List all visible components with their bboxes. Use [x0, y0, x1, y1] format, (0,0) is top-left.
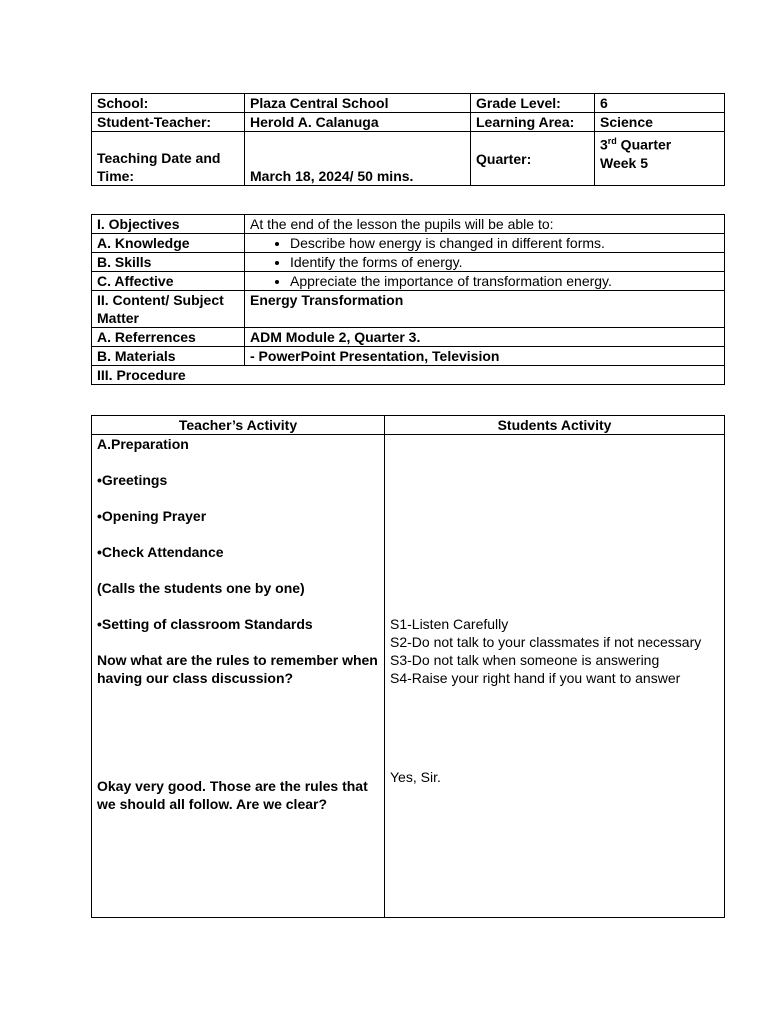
student-activity-cell — [385, 435, 725, 918]
affective-value-cell — [245, 272, 725, 291]
objectives-row — [92, 215, 725, 234]
activity-body-row — [92, 435, 725, 918]
teacher-line: •Opening Prayer — [97, 508, 207, 524]
school-value: Plaza Central School — [245, 94, 471, 113]
grade-value: 6 — [595, 94, 725, 113]
quarter-value — [595, 132, 725, 186]
student-spacer — [390, 435, 719, 615]
activity-header-row — [92, 416, 725, 435]
procedure-row — [92, 366, 725, 385]
knowledge-row — [92, 234, 725, 253]
date-value: March 18, 2024/ 50 mins. — [245, 132, 471, 186]
date-label-line-1: Teaching Date and — [97, 150, 221, 166]
teacher-label: Student-Teacher: — [92, 113, 245, 132]
skills-row — [92, 253, 725, 272]
grade-label: Grade Level: — [471, 94, 595, 113]
lesson-info-table — [91, 93, 725, 186]
knowledge-value: • Describe how energy is changed in different forms. — [290, 234, 719, 252]
teacher-line: (Calls the students one by one) — [97, 580, 305, 596]
affective-label: C. Affective — [92, 272, 245, 291]
teacher-activity-cell — [92, 435, 385, 918]
skills-label: B. Skills — [92, 253, 245, 272]
teacher-line: •Check Attendance — [97, 544, 224, 560]
content-value: Energy Transformation — [245, 291, 725, 328]
teacher-row — [92, 113, 725, 132]
student-line: S4-Raise your right hand if you want to answer — [390, 670, 681, 686]
area-value: Science — [595, 113, 725, 132]
content-label-line-1: II. Content/ Subject — [97, 292, 224, 308]
content-label-line-2: Matter — [97, 310, 140, 326]
school-label: School: — [92, 94, 245, 113]
teacher-line: Okay very good. Those are the rules that we should all follow. Are we clear? — [97, 778, 368, 812]
students-activity-header: Students Activity — [385, 416, 725, 435]
affective-value: • Appreciate the importance of transformation energy. — [290, 272, 719, 290]
student-line: S2-Do not talk to your classmates if not necessary — [390, 634, 702, 650]
teacher-line: •Greetings — [97, 472, 168, 488]
teacher-line: Now what are the rules to remember when having our class discussion? — [97, 652, 378, 686]
student-line: S3-Do not talk when someone is answering — [390, 652, 660, 668]
materials-row — [92, 347, 725, 366]
content-row — [92, 291, 725, 328]
date-row — [92, 132, 725, 186]
skills-value-cell — [245, 253, 725, 272]
materials-label: B. Materials — [92, 347, 245, 366]
date-label-line-2: Time: — [97, 168, 135, 184]
content-label — [92, 291, 245, 328]
teacher-value: Herold A. Calanuga — [245, 113, 471, 132]
date-label — [92, 132, 245, 186]
quarter-word: Quarter — [616, 136, 672, 153]
materials-value: - PowerPoint Presentation, Television — [245, 347, 725, 366]
objectives-label: I. Objectives — [92, 215, 245, 234]
activity-table — [91, 415, 725, 918]
quarter-suffix: rd — [607, 136, 617, 146]
student-line: Yes, Sir. — [390, 769, 441, 785]
quarter-week: Week 5 — [600, 154, 648, 171]
quarter-number: 3 — [600, 136, 608, 153]
school-row — [92, 94, 725, 113]
skills-value: • Identify the forms of energy. — [290, 253, 719, 271]
references-row — [92, 328, 725, 347]
teacher-line: A.Preparation — [97, 436, 189, 452]
knowledge-label: A. Knowledge — [92, 234, 245, 253]
quarter-label: Quarter: — [471, 132, 595, 186]
objectives-value: At the end of the lesson the pupils will be able to: — [245, 215, 725, 234]
knowledge-value-cell — [245, 234, 725, 253]
teacher-activity-header: Teacher’s Activity — [92, 416, 385, 435]
affective-row — [92, 272, 725, 291]
teacher-line: •Setting of classroom Standards — [97, 616, 313, 632]
student-line: S1-Listen Carefully — [390, 616, 509, 632]
procedure-label: III. Procedure — [92, 366, 725, 385]
area-label: Learning Area: — [471, 113, 595, 132]
objectives-table — [91, 214, 725, 385]
references-value: ADM Module 2, Quarter 3. — [245, 328, 725, 347]
references-label: A. Referrences — [92, 328, 245, 347]
student-spacer — [390, 687, 719, 768]
